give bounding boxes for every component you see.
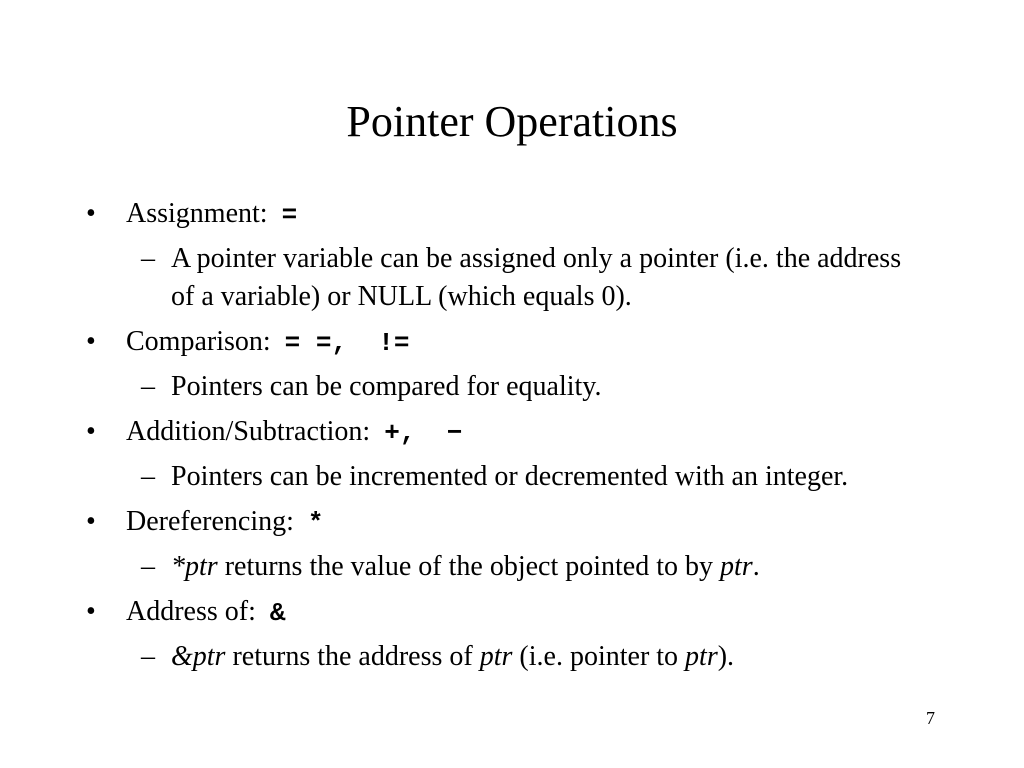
bullet-text xyxy=(126,323,410,362)
sub-text-segment: . xyxy=(752,551,760,582)
bullet-label: Addition/Subtraction: xyxy=(126,416,371,447)
dash-marker: – xyxy=(141,641,155,672)
bullet-text xyxy=(126,195,297,234)
code-term: ptr xyxy=(720,551,753,582)
sub-text-segment: ). xyxy=(717,641,735,672)
dash-marker: – xyxy=(141,461,155,492)
code-term: ptr xyxy=(685,641,718,672)
sub-item-text xyxy=(171,548,760,586)
bullet-text xyxy=(126,593,285,632)
operator-symbol: +, − xyxy=(384,418,463,448)
bullet-marker: • xyxy=(86,416,96,447)
sub-item-text: Pointers can be compared for equality. xyxy=(171,371,602,402)
code-term: &ptr xyxy=(171,641,226,672)
sub-item-text: A pointer variable can be assigned only a pointer (i.e. the address of a variable) or NULL (which equals 0). xyxy=(171,243,902,312)
page-number: 7 xyxy=(926,708,935,728)
dash-marker: – xyxy=(141,371,155,402)
bullet-label: Address of: xyxy=(126,596,256,627)
slide-title: Pointer Operations xyxy=(346,97,678,146)
dash-marker: – xyxy=(141,551,155,582)
bullet-label: Comparison: xyxy=(126,326,271,357)
operator-symbol: * xyxy=(307,508,324,538)
bullet-marker: • xyxy=(86,506,96,537)
bullet-text xyxy=(126,413,462,452)
operator-symbol: = =, != xyxy=(284,328,410,358)
operator-symbol: = xyxy=(281,200,298,230)
bullet-marker: • xyxy=(86,596,96,627)
sub-text-segment: (i.e. pointer to xyxy=(512,641,686,672)
code-term: *ptr xyxy=(171,551,218,582)
sub-text-segment: returns the address of xyxy=(225,641,480,672)
code-term: ptr xyxy=(479,641,513,672)
dash-marker: – xyxy=(141,243,155,274)
bullet-text xyxy=(126,503,324,542)
bullet-label: Dereferencing: xyxy=(126,506,294,537)
sub-item-text: Pointers can be incremented or decremented with an integer. xyxy=(171,461,849,492)
operator-symbol: & xyxy=(269,598,286,628)
sub-text-segment: returns the value of the object pointed to by xyxy=(217,551,720,582)
sub-item-text xyxy=(171,638,734,676)
bullet-label: Assignment: xyxy=(126,198,268,229)
bullet-marker: • xyxy=(86,326,96,357)
bullet-marker: • xyxy=(86,198,96,229)
